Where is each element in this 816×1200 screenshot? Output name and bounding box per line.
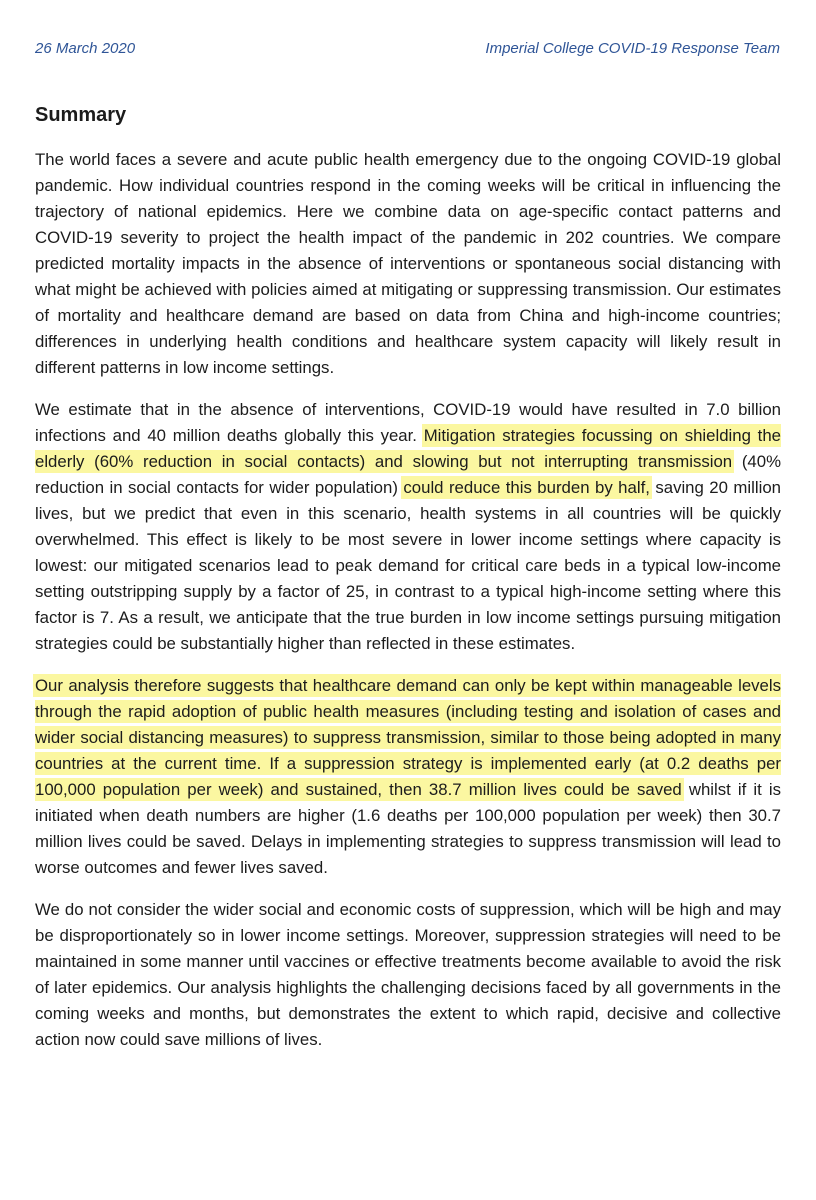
paragraph-4 [35, 897, 781, 1053]
page-header [35, 40, 780, 57]
section-title: Summary [35, 104, 127, 126]
highlighted-text: Our analysis therefore suggests that healthcare demand can only be kept within manageable levels through the rapid adoption of public health measures (including testing and isolation of cases and wider social distancing measures) to suppress transmission, similar to those being adopted in many countries at the current time. If a suppression strategy is implemented early (at 0.2 deaths per 100,000 population per week) and sustained, then 38.7 million lives could be saved [35, 676, 781, 799]
paragraph-1 [35, 147, 781, 381]
paragraph-text: We estimate that in the absence of interventions, COVID-19 would have resulted in 7.0 billion infections and 40 million deaths globally this year. [35, 400, 781, 445]
highlighted-text: could reduce this burden by half, [403, 478, 650, 497]
paragraph-3 [35, 673, 781, 881]
paragraph-text: We do not consider the wider social and economic costs of suppression, which will be high and may be disproportionately so in lower income settings. Moreover, suppression strategies will need to be maintained in some manner until vaccines or effective treatments become available to avoid the risk of later epidemics. Our analysis highlights the challenging decisions faced by all governments in the coming weeks and months, but demonstrates the extent to which rapid, decisive and collective action now could save millions of lives. [35, 900, 781, 1049]
paragraph-text: saving 20 million lives, but we predict that even in this scenario, health systems in all countries will be quickly overwhelmed. This effect is likely to be most severe in lower income settings where capacity is lowest: our mitigated scenarios lead to peak demand for critical care beds in a typical low-income setting outstripping supply by a factor of 25, in contrast to a typical high-income setting where this factor is 7. As a result, we anticipate that the true burden in low income settings pursuing mitigation strategies could be substantially higher than reflected in these estimates. [35, 478, 781, 653]
header-team: Imperial College COVID-19 Response Team [485, 40, 780, 57]
paragraph-text: The world faces a severe and acute public health emergency due to the ongoing COVID-19 global pandemic. How individual countries respond in the coming weeks will be critical in influencing the trajectory of national epidemics. Here we combine data on age-specific contact patterns and COVID-19 severity to project the health impact of the pandemic in 202 countries. We compare predicted mortality impacts in the absence of interventions or spontaneous social distancing with what might be achieved with policies aimed at mitigating or suppressing transmission. Our estimates of mortality and healthcare demand are based on data from China and high-income countries; differences in underlying health conditions and healthcare system capacity will likely result in different patterns in low income settings. [35, 150, 781, 377]
header-date: 26 March 2020 [35, 40, 136, 57]
paragraph-text: (40% reduction in social contacts for wider population) [35, 452, 781, 497]
paragraph-text: whilst if it is initiated when death numbers are higher (1.6 deaths per 100,000 population per week) then 30.7 million lives could be saved. Delays in implementing strategies to suppress transmission will lead to worse outcomes and fewer lives saved. [35, 780, 781, 877]
highlighted-text: Mitigation strategies focussing on shielding the elderly (60% reduction in social contacts) and slowing but not interrupting transmission [35, 426, 782, 471]
paragraph-2 [35, 397, 781, 657]
summary-body [35, 147, 781, 1069]
